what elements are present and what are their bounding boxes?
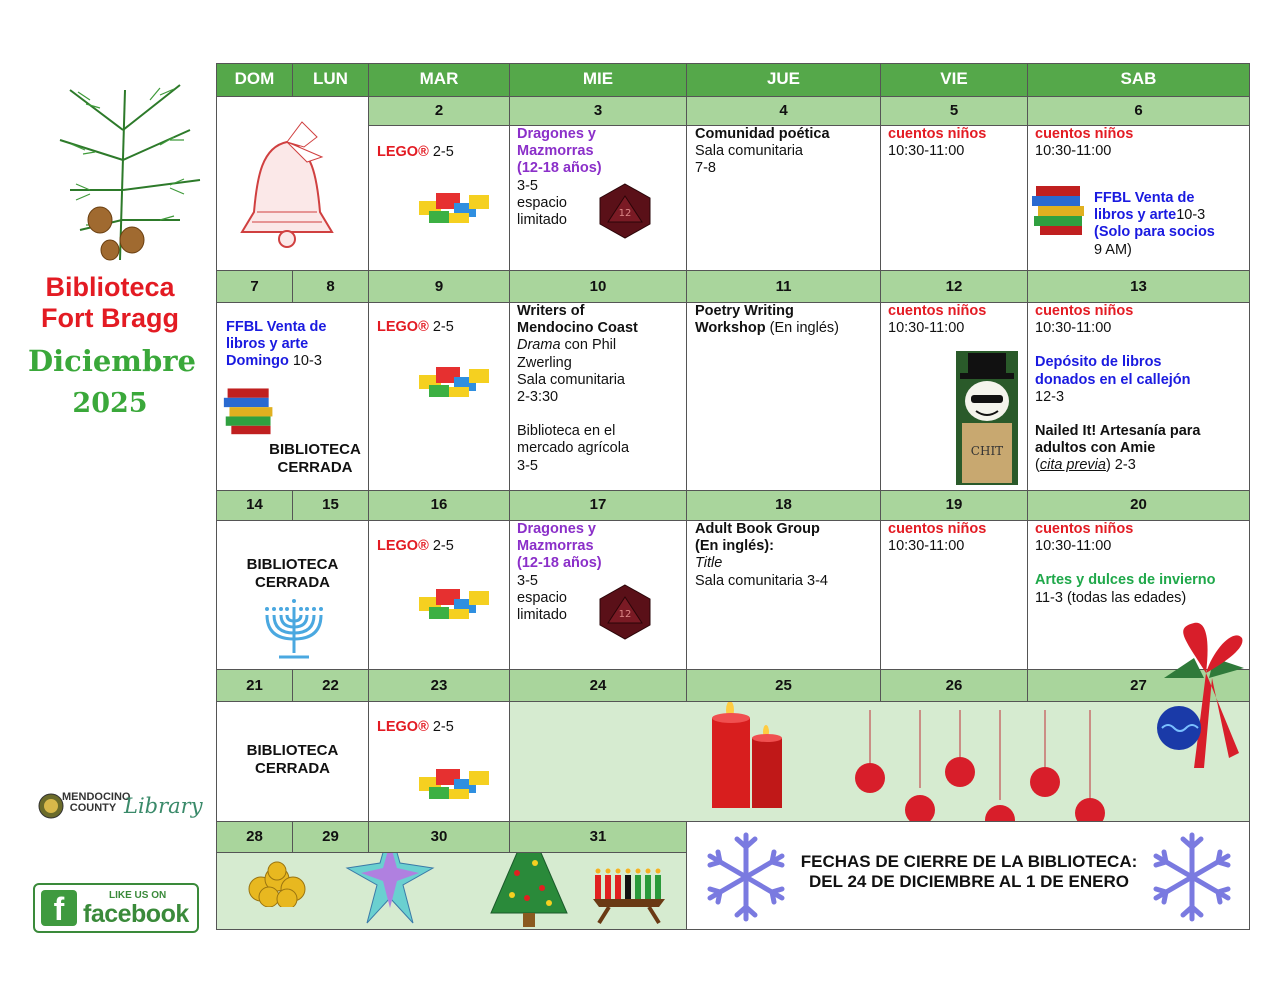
closed-label-1: BIBLIOTECA: [246, 742, 339, 759]
dnd-title-2: Mazmorras: [517, 538, 594, 555]
sale-sat-line3: (Solo para socios: [1094, 224, 1215, 241]
facebook-wordmark: facebook: [83, 900, 189, 928]
dnd-title-1: Dragones y: [517, 521, 596, 537]
gold-coins-icon: [247, 861, 309, 907]
adult-book-group-line1: Adult Book Group: [695, 521, 820, 537]
lego-title: LEGO®: [377, 719, 429, 735]
date-28: 28: [216, 821, 293, 853]
date-7: 7: [216, 270, 293, 303]
date-2: 2: [368, 96, 510, 126]
cuentos-time: 10:30-11:00: [888, 143, 965, 160]
day-cell-11[interactable]: [686, 302, 881, 491]
day-cell-2[interactable]: [368, 125, 510, 271]
day-cell-23[interactable]: [368, 701, 510, 822]
date-8: 8: [292, 270, 369, 303]
day-header-dom: DOM: [216, 63, 293, 97]
cuentos-time: 10:30-11:00: [1035, 143, 1112, 160]
d20-dice-icon: [596, 583, 654, 641]
d20-dice-icon: [596, 182, 654, 240]
adult-book-group-title: Title: [695, 555, 723, 572]
svg-text:12: 12: [618, 609, 632, 620]
date-4: 4: [686, 96, 881, 126]
dnd-note-1: espacio: [517, 589, 567, 606]
closed-label-2: CERRADA: [255, 759, 330, 777]
date-31: 31: [509, 821, 687, 853]
lego-bricks-icon: [414, 577, 494, 622]
lego-bricks-icon: [414, 757, 494, 802]
lego-time: 2-5: [432, 719, 454, 735]
nailed-it-line2: adultos con Amie: [1035, 440, 1156, 457]
sale-sun-line1: FFBL Venta de: [226, 319, 327, 335]
poetry-time: 7-8: [695, 160, 716, 177]
date-25: 25: [686, 669, 881, 702]
date-27: 27: [1027, 669, 1250, 702]
facebook-like-text: LIKE US ON: [109, 890, 167, 901]
deposit-line1: Depósito de libros: [1035, 354, 1162, 371]
sale-sun-line2: libros y arte: [226, 336, 309, 353]
year-title: 2025: [72, 388, 148, 419]
day-cell-6[interactable]: [1027, 125, 1250, 271]
sale-sun-time: 10-3: [292, 353, 322, 370]
sale-sun-line3: Domingo: [226, 353, 289, 370]
lego-time: 2-5: [432, 319, 454, 335]
library-name-line2: Fort Bragg: [41, 303, 179, 333]
dnd-note-1: espacio: [517, 194, 567, 211]
christmas-tree-icon: [487, 852, 571, 929]
date-6: 6: [1027, 96, 1250, 126]
closed-label-1: BIBLIOTECA: [269, 441, 361, 458]
closed-label-2: CERRADA: [277, 458, 353, 476]
sale-sat-line4: 9 AM): [1094, 242, 1132, 258]
poetry-room: Sala comunitaria: [695, 143, 803, 160]
menorah-icon: [259, 597, 329, 663]
dnd-title-3: (12-18 años): [517, 160, 602, 177]
star-ornament-icon: [345, 852, 435, 930]
closure-notice: [793, 852, 1145, 892]
day-cell-16[interactable]: [368, 520, 510, 670]
cita-previa-link[interactable]: cita previa: [1039, 457, 1106, 474]
date-26: 26: [880, 669, 1028, 702]
closed-label-1: BIBLIOTECA: [246, 556, 339, 573]
dnd-time: 3-5: [517, 572, 538, 589]
dnd-title-1: Dragones y: [517, 126, 596, 142]
dnd-title-3: (12-18 años): [517, 555, 602, 572]
dnd-note-2: limitado: [517, 607, 567, 624]
lego-title: LEGO®: [377, 319, 429, 335]
dnd-time: 3-5: [517, 177, 538, 194]
market-line2: mercado agrícola: [517, 440, 630, 457]
date-24: 24: [509, 669, 687, 702]
date-3: 3: [509, 96, 687, 126]
lego-title: LEGO®: [377, 144, 429, 160]
writers-line2: Mendocino Coast: [517, 320, 638, 337]
cuentos-title: cuentos niños: [1035, 126, 1134, 142]
date-18: 18: [686, 490, 881, 521]
writers-line5: Sala comunitaria: [517, 371, 625, 388]
cuentos-time: 10:30-11:00: [888, 320, 965, 337]
day-header-lun: LUN: [292, 63, 369, 97]
kinara-icon: [589, 867, 669, 927]
lego-bricks-icon: [414, 355, 494, 400]
county-seal-icon: [38, 793, 64, 819]
poetry-workshop-note: (En inglés): [765, 320, 839, 337]
candles-icon: [690, 701, 800, 820]
day-header-mar: MAR: [368, 63, 510, 97]
adult-book-group-room: Sala comunitaria 3-4: [695, 572, 828, 589]
logo-text-library: Library: [124, 794, 203, 818]
poetry-title: Comunidad poética: [695, 126, 830, 142]
books-icon: [221, 381, 279, 437]
day-cell-13[interactable]: cuentos niños 10:30-11:00 Depósito de libros donados en el callejón 12-3 Nailed It! Artesanía para adultos con Amie (cita previa) 2-3: [1027, 302, 1250, 491]
day-cell-5[interactable]: [880, 125, 1028, 271]
date-23: 23: [368, 669, 510, 702]
day-header-mie: MIE: [509, 63, 687, 97]
holiday-closure-band: [509, 701, 1250, 822]
day-header-jue: JUE: [686, 63, 881, 97]
logo-text-mendocino: MENDOCINO: [62, 791, 131, 803]
snowflake-icon: [699, 830, 793, 924]
writers-line3: con Phil: [560, 337, 617, 354]
svg-text:CHIT: CHIT: [970, 444, 1004, 458]
snowflake-icon: [1145, 830, 1239, 924]
date-12: 12: [880, 270, 1028, 303]
date-14: 14: [216, 490, 293, 521]
cuentos-title: cuentos niños: [1035, 521, 1134, 537]
market-line1: Biblioteca en el: [517, 423, 616, 440]
writers-line1: Writers of: [517, 303, 585, 319]
poetry-workshop-line1: Poetry Writing: [695, 303, 794, 319]
date-15: 15: [292, 490, 369, 521]
cuentos-time: 10:30-11:00: [1035, 538, 1112, 555]
deposit-line2: donados en el callejón: [1035, 371, 1191, 388]
nailed-it-time: 2-3: [1110, 457, 1136, 474]
pine-branch-icon: [30, 70, 210, 270]
adult-book-group-line2: (En inglés):: [695, 538, 774, 555]
day-cell-19[interactable]: [880, 520, 1028, 670]
day-cell-7-8[interactable]: [216, 302, 369, 491]
facebook-icon: f: [41, 890, 77, 926]
lego-time: 2-5: [432, 144, 454, 160]
market-line3: 3-5: [517, 457, 538, 474]
day-cell-4[interactable]: [686, 125, 881, 271]
snowman-cork-icon: [954, 351, 1020, 485]
date-19: 19: [880, 490, 1028, 521]
books-icon: [1030, 178, 1090, 238]
sale-sat-line2: libros y arte: [1094, 207, 1177, 224]
cuentos-time: 10:30-11:00: [1035, 320, 1112, 337]
date-9: 9: [368, 270, 510, 303]
poetry-workshop-line2: Workshop: [695, 320, 766, 337]
sale-sat-line1: FFBL Venta de: [1094, 190, 1195, 206]
sidebar: [0, 0, 210, 989]
mendocino-library-logo: [38, 790, 208, 822]
day-cell-12[interactable]: [880, 302, 1028, 491]
cuentos-time: 10:30-11:00: [888, 538, 965, 555]
logo-text-county: COUNTY: [69, 802, 117, 814]
winter-crafts-time: 11-3 (todas las edades): [1035, 589, 1187, 606]
date-20: 20: [1027, 490, 1250, 521]
sale-sat-time: 10-3: [1176, 207, 1206, 224]
ornaments-icon: [830, 710, 1120, 822]
month-title: Diciembre: [28, 344, 196, 378]
cuentos-title: cuentos niños: [888, 126, 987, 142]
lego-time: 2-5: [432, 538, 454, 554]
date-17: 17: [509, 490, 687, 521]
svg-text:12: 12: [618, 208, 632, 219]
last-week-holiday-cell: [216, 852, 687, 930]
date-13: 13: [1027, 270, 1250, 303]
nailed-it-line1: Nailed It! Artesanía para: [1035, 423, 1201, 440]
day-cell-18[interactable]: [686, 520, 881, 670]
calendar-grid: [216, 63, 1250, 930]
closure-line-1: FECHAS DE CIERRE DE LA BIBLIOTECA:: [800, 852, 1138, 871]
closed-label-2: CERRADA: [255, 573, 330, 591]
day-cell-3[interactable]: [509, 125, 687, 271]
lego-bricks-icon: [414, 181, 494, 226]
facebook-badge[interactable]: [33, 883, 199, 933]
date-16: 16: [368, 490, 510, 521]
day-cell-17[interactable]: [509, 520, 687, 670]
dnd-title-2: Mazmorras: [517, 143, 594, 160]
deposit-time: 12-3: [1035, 388, 1065, 405]
date-29: 29: [292, 821, 369, 853]
day-header-vie: VIE: [880, 63, 1028, 97]
day-cell-14-15[interactable]: [216, 520, 369, 670]
cuentos-title: cuentos niños: [1035, 303, 1134, 319]
date-5: 5: [880, 96, 1028, 126]
library-name-line1: Biblioteca: [45, 272, 175, 302]
day-cell-21-22[interactable]: [216, 701, 369, 822]
writers-drama: Drama: [517, 337, 561, 354]
winter-crafts-title: Artes y dulces de invierno: [1035, 572, 1216, 589]
bell-icon: [232, 117, 342, 257]
date-10: 10: [509, 270, 687, 303]
date-22: 22: [292, 669, 369, 702]
day-cell-9[interactable]: [368, 302, 510, 491]
date-21: 21: [216, 669, 293, 702]
lego-title: LEGO®: [377, 538, 429, 554]
day-cell-10[interactable]: [509, 302, 687, 491]
date-11: 11: [686, 270, 881, 303]
date-30: 30: [368, 821, 510, 853]
ribbon-ornament-icon: [1154, 618, 1250, 808]
closure-line-2: DEL 24 DE DICIEMBRE AL 1 DE ENERO: [809, 872, 1129, 891]
day-header-sab: SAB: [1027, 63, 1250, 97]
bell-cell: [216, 96, 369, 271]
writers-line6: 2-3:30: [517, 389, 559, 406]
writers-line4: Zwerling: [517, 354, 572, 371]
dnd-note-2: limitado: [517, 212, 567, 229]
cuentos-title: cuentos niños: [888, 521, 987, 537]
cuentos-title: cuentos niños: [888, 303, 987, 319]
